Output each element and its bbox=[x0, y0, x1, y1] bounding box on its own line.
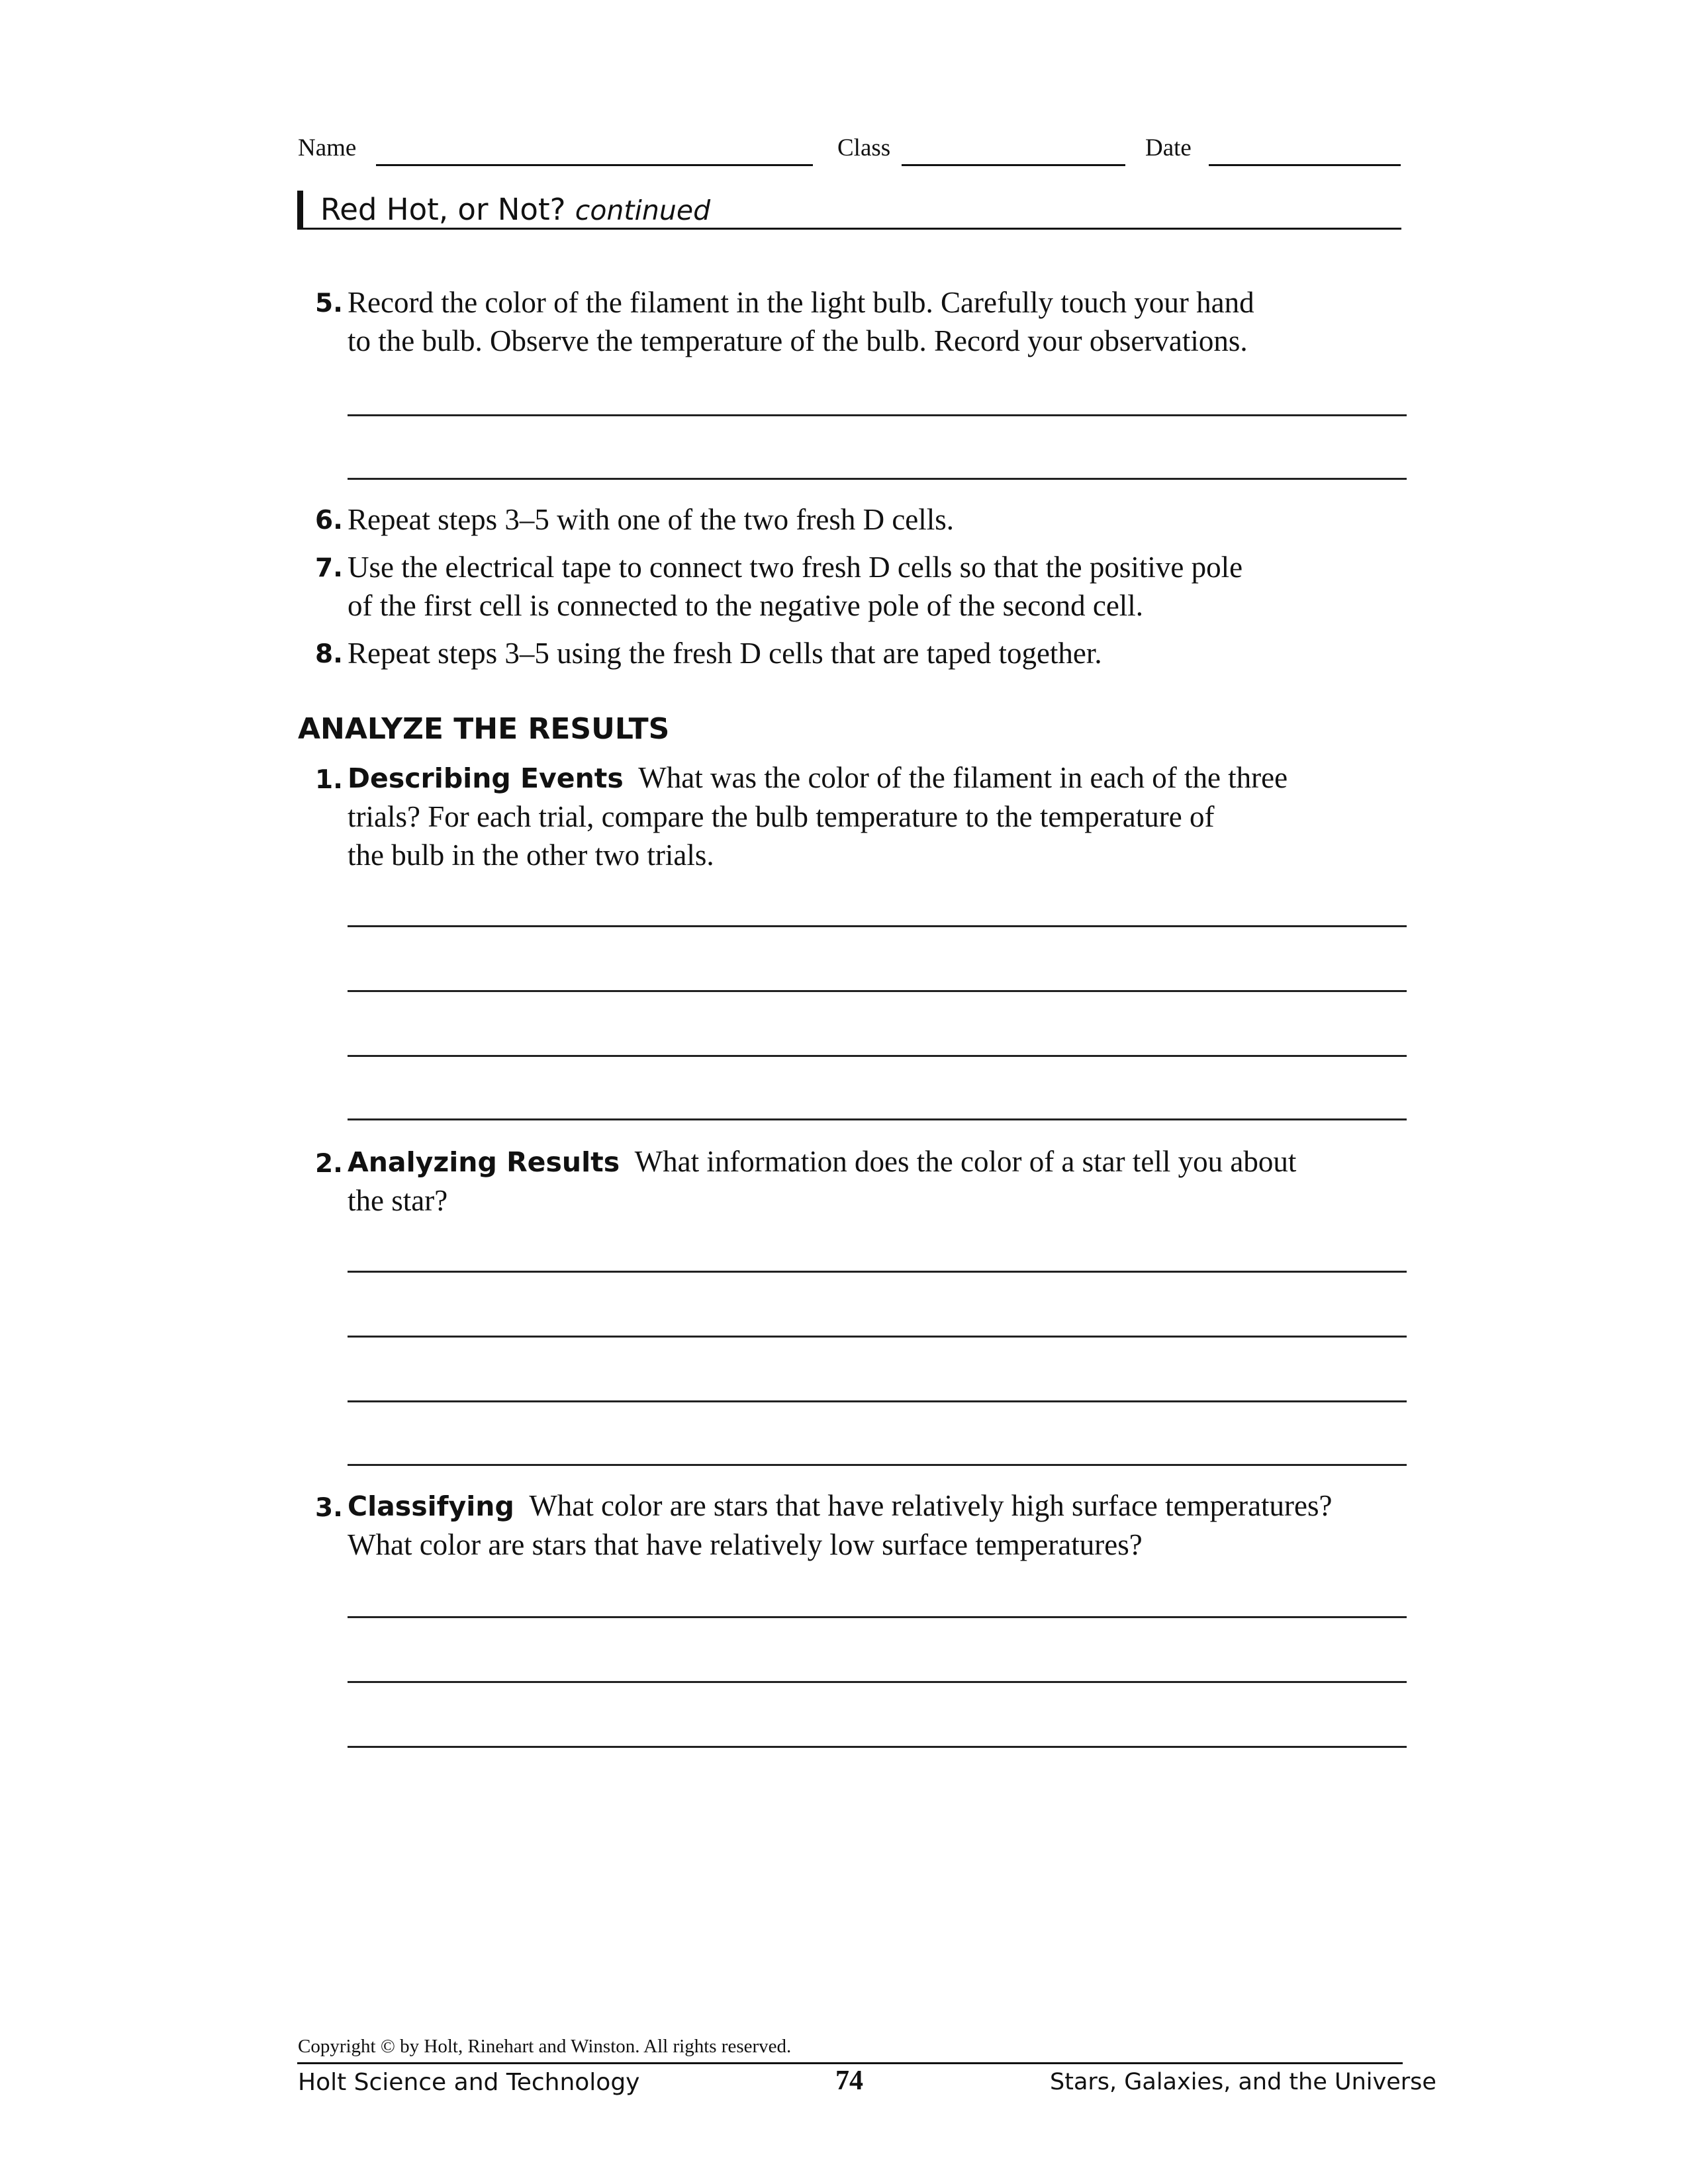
footer-rule bbox=[297, 2062, 1403, 2064]
answer-line[interactable] bbox=[348, 1271, 1407, 1273]
date-field[interactable] bbox=[1209, 164, 1401, 166]
answer-line[interactable] bbox=[348, 990, 1407, 992]
answer-line[interactable] bbox=[348, 1118, 1407, 1120]
answer-line[interactable] bbox=[348, 1336, 1407, 1338]
answer-line[interactable] bbox=[348, 1464, 1407, 1466]
step-number: 5. bbox=[315, 289, 343, 318]
title-rule bbox=[297, 228, 1401, 230]
question-text: Describing Events What was the color of the filament in each of the three trials? For each trial, compare the bulb temperature to the temperature of the bulb in the other two trials. bbox=[348, 761, 1288, 872]
step-number: 6. bbox=[315, 506, 343, 535]
step-number: 8. bbox=[315, 639, 343, 669]
question-label: Analyzing Results bbox=[348, 1146, 620, 1178]
question-text: Analyzing Results What information does the color of a star tell you about the star? bbox=[348, 1145, 1297, 1217]
question-number: 3. bbox=[315, 1493, 343, 1523]
step-number: 7. bbox=[315, 553, 343, 583]
question-number: 1. bbox=[315, 765, 343, 795]
step-text: Record the color of the filament in the light bulb. Carefully touch your hand to the bulb. Observe the temperature of the bulb. Record your observations. bbox=[348, 286, 1254, 357]
book-title: Stars, Galaxies, and the Universe bbox=[1050, 2069, 1436, 2095]
publisher: Holt Science and Technology bbox=[298, 2069, 640, 2096]
answer-line[interactable] bbox=[348, 925, 1407, 927]
question-label: Describing Events bbox=[348, 762, 624, 794]
step-text: Repeat steps 3–5 using the fresh D cells that are taped together. bbox=[348, 637, 1102, 670]
question-label: Classifying bbox=[348, 1490, 514, 1522]
section-heading: ANALYZE THE RESULTS bbox=[298, 712, 670, 746]
title-marker bbox=[297, 191, 303, 229]
answer-line[interactable] bbox=[348, 1746, 1407, 1748]
answer-line[interactable] bbox=[348, 1400, 1407, 1402]
step-text: Use the electrical tape to connect two fresh D cells so that the positive pole of the first cell is connected to the negative pole of the second cell. bbox=[348, 551, 1243, 622]
answer-line[interactable] bbox=[348, 1055, 1407, 1057]
question-text: Classifying What color are stars that have relatively high surface temperatures? What color are stars that have relatively low surface temperatures? bbox=[348, 1489, 1333, 1561]
step-text: Repeat steps 3–5 with one of the two fresh D cells. bbox=[348, 503, 955, 536]
name-field[interactable] bbox=[376, 164, 813, 166]
name-label: Name bbox=[298, 134, 357, 161]
answer-line[interactable] bbox=[348, 1616, 1407, 1618]
class-field[interactable] bbox=[902, 164, 1125, 166]
page-number: 74 bbox=[835, 2066, 863, 2096]
question-number: 2. bbox=[315, 1149, 343, 1179]
answer-line[interactable] bbox=[348, 414, 1407, 416]
class-label: Class bbox=[837, 134, 891, 161]
copyright: Copyright © by Holt, Rinehart and Winston. All rights reserved. bbox=[298, 2036, 792, 2057]
answer-line[interactable] bbox=[348, 478, 1407, 480]
answer-line[interactable] bbox=[348, 1681, 1407, 1683]
date-label: Date bbox=[1145, 134, 1192, 161]
page-title: Red Hot, or Not? continued bbox=[320, 192, 711, 227]
